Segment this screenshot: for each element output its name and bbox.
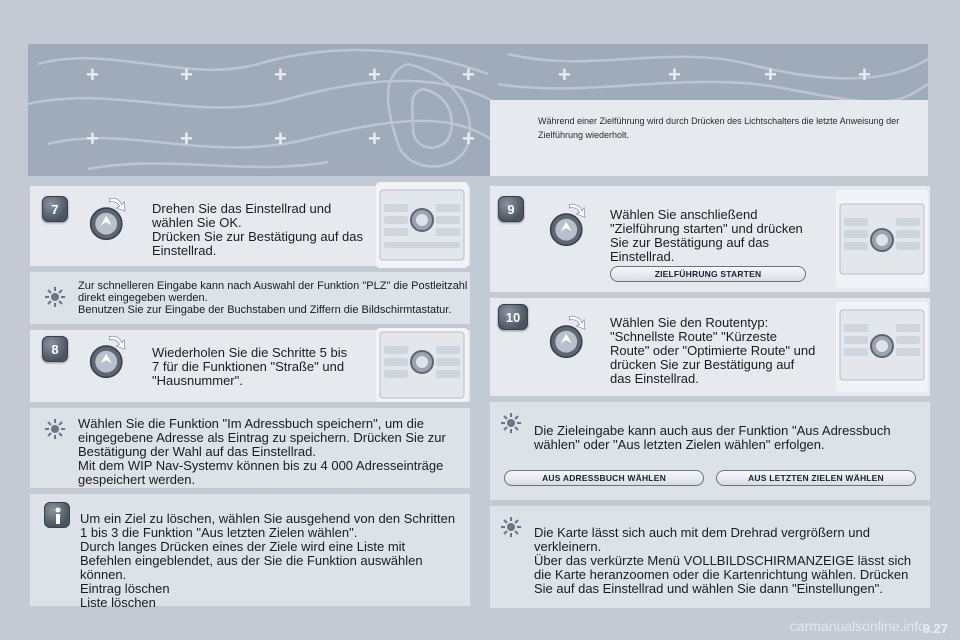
adressbuch-tip-panel xyxy=(30,408,470,488)
step-8-text: Wiederholen Sie die Schritte 5 bis 7 für die Funktionen "Straße" und "Hausnummer". xyxy=(152,345,348,388)
zieleingabe-tip-panel xyxy=(490,402,930,500)
aus-letzten-zielen-waehlen-button[interactable]: AUS LETZTEN ZIELEN WÄHLEN xyxy=(716,470,916,486)
step-7-text: Drehen Sie das Einstellrad und wählen Sie OK. Drücken Sie zur Bestätigung auf das Einstellrad. xyxy=(152,201,364,258)
info-icon xyxy=(44,502,70,528)
karte-tip-text: Die Karte lässt sich auch mit dem Drehrad vergrößern und verkleinern. Über das verkürzte Menü VOLLBILDSCHIRMANZEIGE lässt sich die Karte heranzoomen oder die Kartenrichtung wählen. Drücken Sie auf das Einstellrad und wählen Sie dann "Einstellungen". xyxy=(534,525,912,596)
control-panel-image xyxy=(836,190,928,288)
karte-tip-panel xyxy=(490,506,930,608)
watermark: carmanualsonline.info xyxy=(789,618,926,634)
step-number-badge: 8 xyxy=(42,336,68,362)
rotary-knob-icon xyxy=(542,312,592,362)
light-tip-icon xyxy=(500,412,522,434)
radio-console-icon xyxy=(836,302,928,392)
step-7-panel xyxy=(30,186,470,266)
page-number: 9.27 xyxy=(922,621,948,636)
light-tip-icon xyxy=(44,418,66,440)
step-10-text: Wählen Sie den Routentyp: "Schnellste Route" "Kürzeste Route" oder "Optimierte Route" und drücken Sie zur Bestätigung auf das Einstellrad. xyxy=(610,315,816,386)
map-banner: + + + + + + + + + + + + + + Während einer Zielführung wird durch Drücken des Lichtschalters die letzte Anweisung der Zielführung wiederholt. xyxy=(28,44,928,176)
rotary-knob-icon xyxy=(82,332,132,382)
zieleingabe-tip-text: Die Zieleingabe kann auch aus der Funktion "Aus Adressbuch wählen" oder "Aus letzten Zielen wählen" erfolgen. xyxy=(534,423,891,452)
plz-tip-text: Zur schnelleren Eingabe kann nach Auswahl der Funktion "PLZ" die Postleitzahl direkt eingegeben werden. Benutzen Sie zur Eingabe der Buchstaben und Ziffern die Bildschirmtastatur. xyxy=(78,280,468,316)
hero-note-panel xyxy=(490,100,928,176)
rotary-knob-icon xyxy=(82,194,132,244)
radio-console-icon xyxy=(376,182,468,268)
rotary-knob-icon xyxy=(542,200,592,250)
step-number-badge: 10 xyxy=(498,304,528,330)
control-panel-image xyxy=(376,328,468,402)
info-panel xyxy=(30,494,470,610)
hero-note-text: Während einer Zielführung wird durch Drücken des Lichtschalters die letzte Anweisung der Zielführung wiederholt. xyxy=(538,116,900,140)
radio-console-icon xyxy=(376,328,468,402)
step-10-panel xyxy=(490,298,930,396)
light-tip-icon xyxy=(500,516,522,538)
aus-adressbuch-waehlen-button[interactable]: AUS ADRESSBUCH WÄHLEN xyxy=(504,470,704,486)
plz-tip-panel xyxy=(30,272,470,324)
step-number-badge: 9 xyxy=(498,196,524,222)
radio-console-icon xyxy=(836,190,928,288)
light-tip-icon xyxy=(44,286,66,308)
step-9-text: Wählen Sie anschließend "Zielführung starten" und drücken Sie zur Bestätigung auf das Einstellrad. xyxy=(610,207,803,264)
adressbuch-tip-text: Wählen Sie die Funktion "Im Adressbuch speichern", um die eingegebene Adresse als Eintrag zu speichern. Drücken Sie zur Bestätigung der Wahl auf das Einstellrad. Mit dem WIP Nav-Systemv können bis zu 4 000 Adresseinträge gespeichert werden. xyxy=(78,416,446,487)
zielfuehrung-starten-button[interactable]: ZIELFÜHRUNG STARTEN xyxy=(610,266,806,282)
control-panel-image xyxy=(836,302,928,392)
step-number-badge: 7 xyxy=(42,196,68,222)
info-text: Um ein Ziel zu löschen, wählen Sie ausgehend von den Schritten 1 bis 3 die Funktion "Aus letzten Zielen wählen". Durch langes Drücken eines der Ziele wird eine Liste mit Befehlen eingeblendet, aus der Sie die Funktion auswählen können. Eintrag löschen Liste löschen xyxy=(80,511,456,610)
step-9-panel xyxy=(490,186,930,292)
step-8-panel xyxy=(30,330,470,402)
control-panel-image xyxy=(376,182,468,268)
